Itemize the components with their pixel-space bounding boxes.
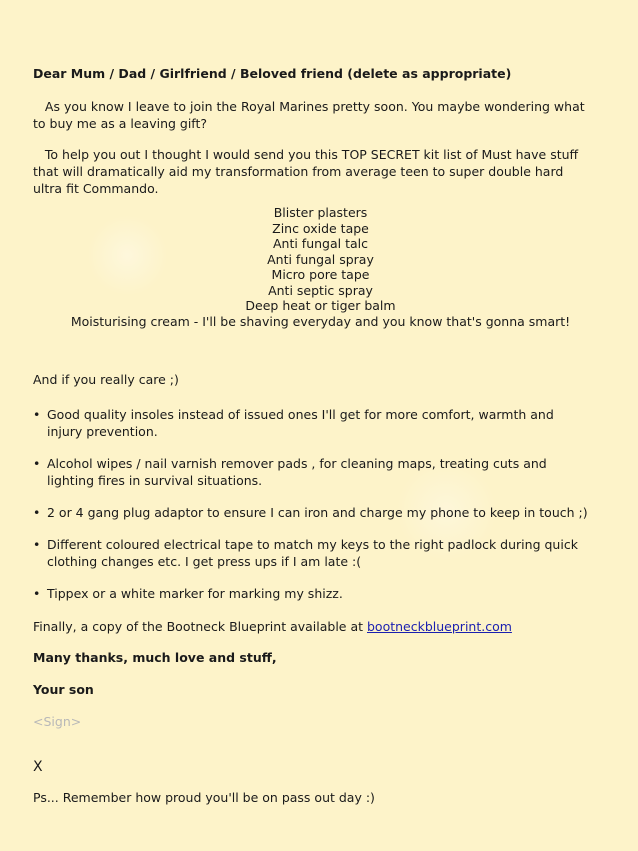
kit-item: Zinc oxide tape [272, 220, 369, 236]
kit-item: Anti fungal talc [272, 236, 368, 251]
intro-paragraph: As you know I leave to join the Royal Marines pretty soon. You maybe wondering what to buy me as a leaving gift? [33, 99, 585, 131]
kit-item: Moisturising cream - I'll be shaving everyday and you know that's gonna smart! [70, 313, 571, 329]
kit-list [33, 205, 608, 329]
kit-item: Deep heat or tiger balm [245, 298, 396, 313]
care-line: And if you really care ;) [33, 372, 179, 387]
help-paragraph: To help you out I thought I would send you this TOP SECRET kit list of Must have stuff that will dramatically aid my transformation from average teen to super double hard ultra fit Commando. [33, 147, 579, 196]
kit-item: Anti septic spray [268, 282, 373, 298]
kit-item: Micro pore tape [271, 267, 370, 282]
bullet-icon: • [33, 537, 41, 552]
letter-greeting: Dear Mum / Dad / Girlfriend / Beloved friend (delete as appropriate) [33, 66, 512, 81]
letter-page [33, 0, 613, 851]
list-item: • Alcohol wipes / nail varnish remover pads , for cleaning maps, treating cuts and lighting fires in survival situations. [33, 456, 547, 488]
list-item: • Different coloured electrical tape to match my keys to the right padlock during quick clothing changes etc. I get press ups if I am late :( [33, 537, 578, 569]
kit-item: Anti fungal spray [267, 251, 374, 267]
kiss-mark: X [33, 759, 43, 775]
list-item: • Good quality insoles instead of issued ones I'll get for more comfort, warmth and injury prevention. [33, 407, 554, 439]
finally-line [33, 619, 512, 634]
list-item: • Tippex or a white marker for marking my shizz. [33, 586, 343, 601]
your-son-line: Your son [33, 682, 94, 697]
extras-list [33, 406, 593, 617]
signature-placeholder: <Sign> [33, 714, 82, 729]
list-item: • 2 or 4 gang plug adaptor to ensure I can iron and charge my phone to keep in touch ;) [33, 505, 588, 520]
bullet-icon: • [33, 456, 41, 471]
bullet-icon: • [33, 586, 41, 601]
postscript: Ps... Remember how proud you'll be on pass out day :) [33, 790, 375, 805]
kit-item: Blister plasters [273, 205, 368, 220]
bootneck-blueprint-link[interactable]: bootneckblueprint.com [367, 619, 512, 634]
bullet-icon: • [33, 407, 41, 422]
bullet-icon: • [33, 505, 41, 520]
finally-text: Finally, a copy of the Bootneck Blueprint available at [33, 619, 367, 634]
thanks-line: Many thanks, much love and stuff, [33, 650, 277, 665]
